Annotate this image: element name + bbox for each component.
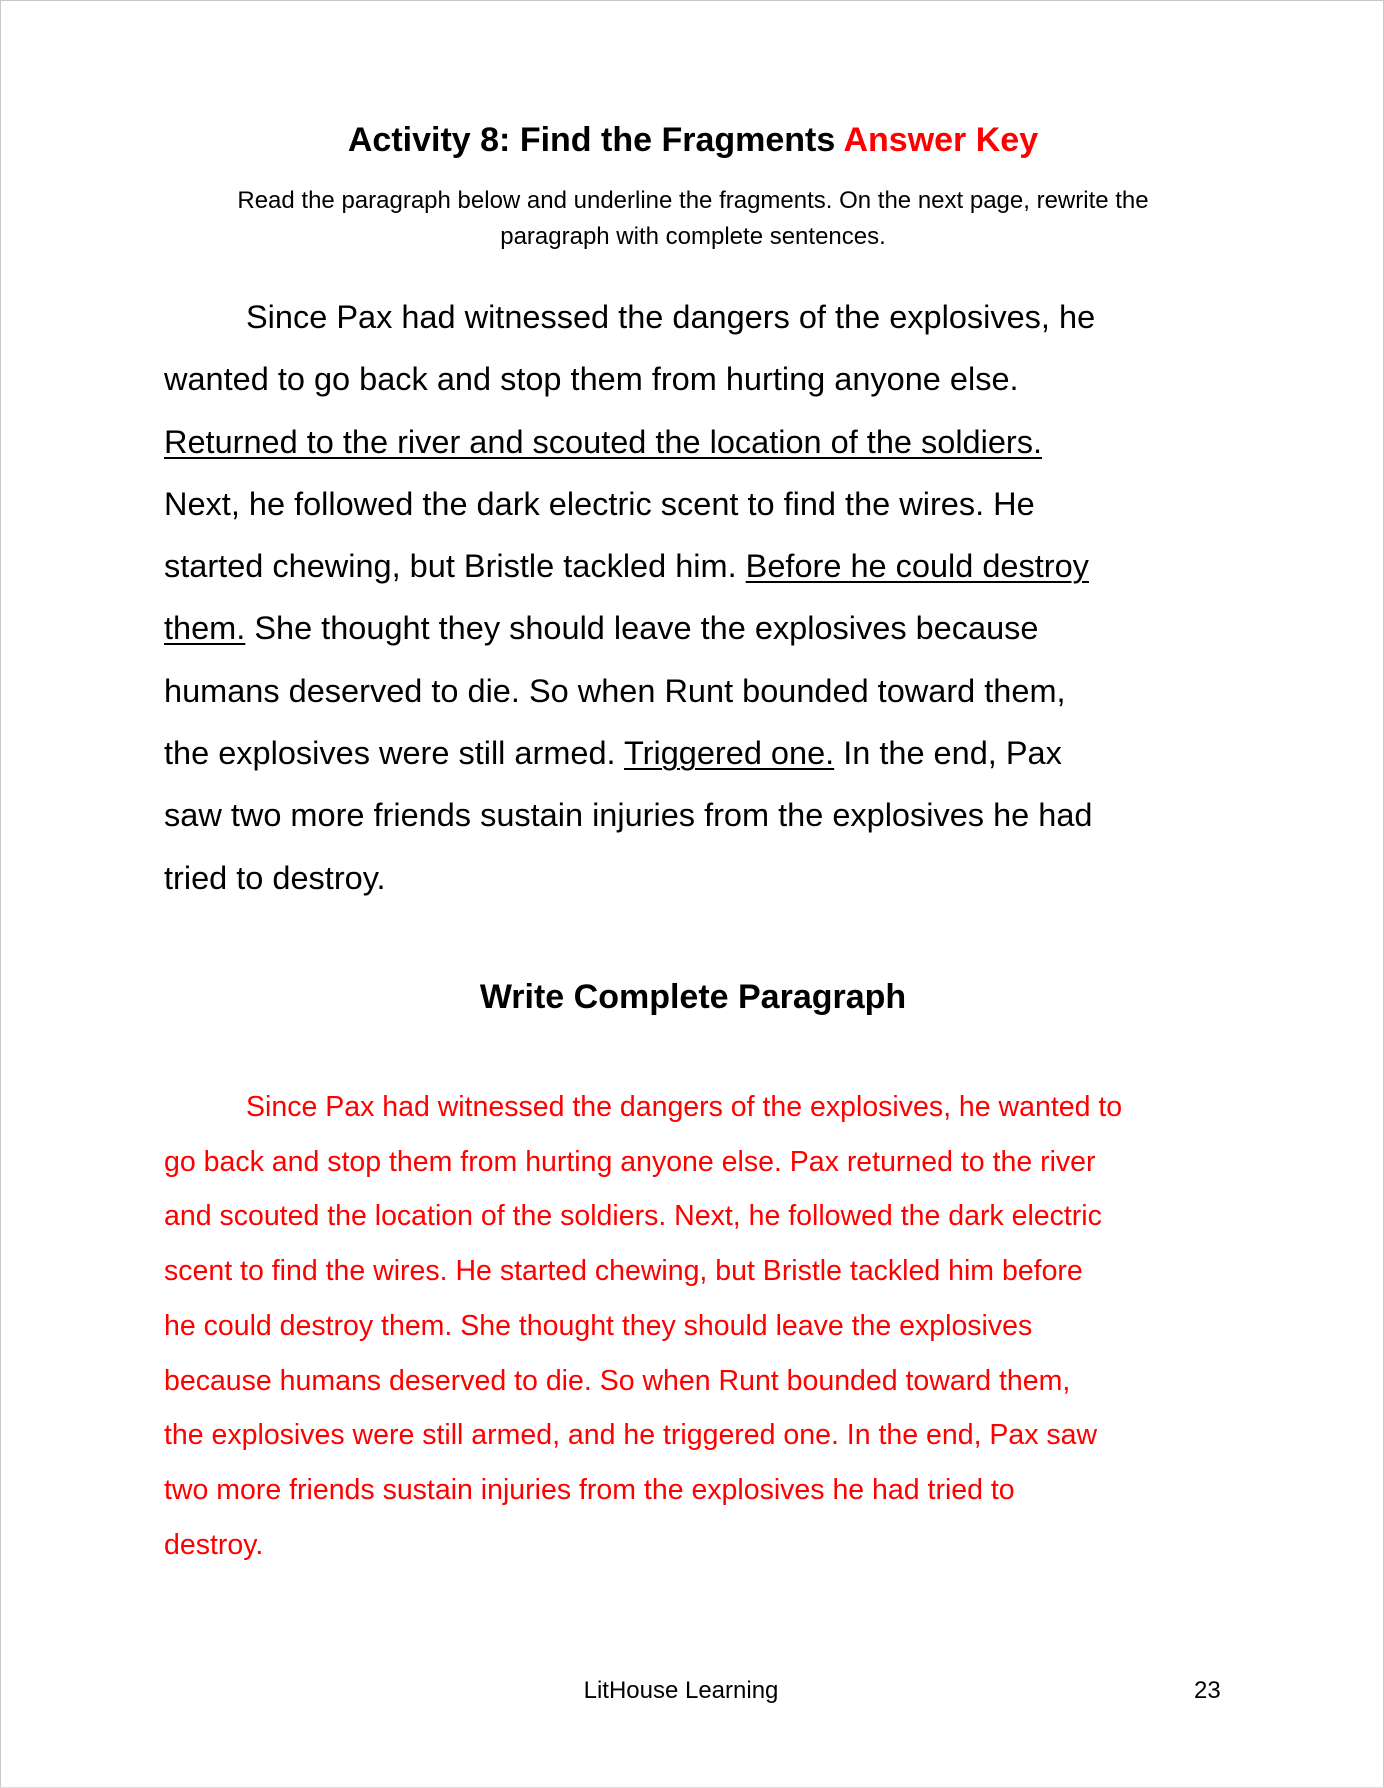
sentence-text: Next, he followed the dark electric scent to find the wires. He [164,485,1035,522]
paragraph-line [164,597,1224,659]
title-main: Activity 8: Find the Fragments [347,121,836,159]
underlined-fragment: Triggered one. [624,735,835,772]
answer-line: two more friends sustain injuries from the explosives he had tried to [164,1473,1015,1506]
paragraph-line [164,348,1224,410]
sentence-text: saw two more friends sustain injuries from the explosives he had [164,797,1093,834]
paragraph-line [164,722,1224,784]
sentence-text: In the end, Pax [834,735,1062,772]
sentence-text: wanted to go back and stop them from hurting anyone else. [164,361,1019,398]
paragraph-line [164,286,1224,348]
footer-text: LitHouse Learning [583,1677,779,1704]
paragraph-line [164,473,1224,535]
fragment-paragraph [164,286,1224,909]
underlined-fragment: Before he could destroy [745,548,1089,585]
underlined-fragment: them. [164,610,246,647]
sentence-text: the explosives were still armed. [164,735,625,772]
answer-line: go back and stop them from hurting anyone else. Pax returned to the river [164,1145,1096,1178]
instructions [161,183,1225,255]
sentence-text: She thought they should leave the explosives because [245,610,1039,647]
answer-line: because humans deserved to die. So when Runt bounded toward them, [164,1364,1071,1397]
answer-line: and scouted the location of the soldiers. Next, he followed the dark electric [164,1200,1102,1233]
answer-line: the explosives were still armed, and he triggered one. In the end, Pax saw [164,1419,1098,1452]
answer-paragraph [164,1080,1264,1572]
section-heading: Write Complete Paragraph [479,978,907,1016]
answer-line: Since Pax had witnessed the dangers of the explosives, he wanted to [246,1091,1123,1123]
instructions-line: paragraph with complete sentences. [500,223,886,250]
sentence-text: started chewing, but Bristle tackled him. [164,548,746,585]
paragraph-line [164,535,1224,597]
page-number: 23 [1194,1677,1221,1704]
instructions-line: Read the paragraph below and underline the fragments. On the next page, rewrite the [237,187,1149,214]
page-title [1,121,1384,160]
paragraph-line [164,660,1224,722]
underlined-fragment: Returned to the river and scouted the location of the soldiers. [164,423,1043,460]
paragraph-line [164,847,1224,909]
answer-line: he could destroy them. She thought they should leave the explosives [164,1309,1033,1342]
answer-line: scent to find the wires. He started chewing, but Bristle tackled him before [164,1255,1083,1288]
answer-line: destroy. [164,1528,264,1561]
paragraph-line [164,784,1224,846]
sentence-text: tried to destroy. [164,859,386,896]
paragraph-line [164,411,1224,473]
sentence-text: humans deserved to die. So when Runt bounded toward them, [164,672,1066,709]
sentence-text: Since Pax had witnessed the dangers of the explosives, he [246,299,1096,335]
title-answer-key: Answer Key [843,121,1039,159]
